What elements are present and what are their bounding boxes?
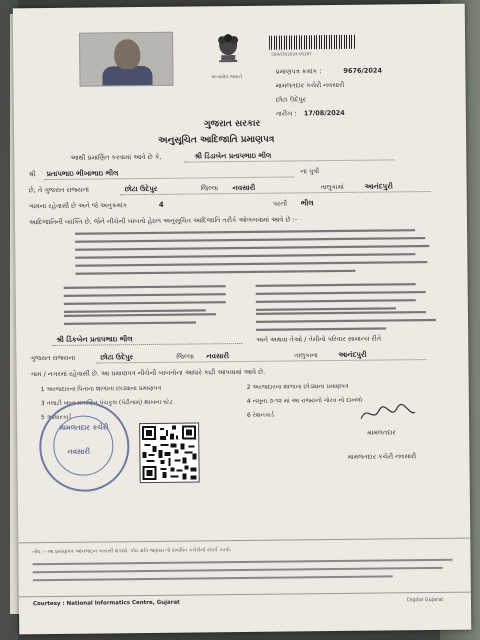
bottom-district-label: જિલ્લા: [176, 352, 194, 361]
legal-references-block: [55, 226, 436, 314]
schedule-text: ગામના રહેવાસી છે અને જે અનુક્રમાંક: [28, 201, 128, 211]
parent-name: પ્રતાપભાઇ ભીખાભાઇ ભીલ: [46, 169, 119, 179]
gov-title: ગુજરાત સરકાર: [203, 118, 261, 130]
seal-text: મામલતદાર કચેરી: [59, 423, 109, 432]
district: નવસારી: [232, 183, 256, 193]
footer-brand: Digital Gujarat: [406, 596, 444, 604]
footer-divider-2: [19, 592, 471, 598]
evidence-item-6: 6 રેશનકાર્ડ: [246, 411, 274, 419]
bottom-taluka: આનંદપુરી: [338, 350, 367, 359]
bottom-village: છોટા ઉદેપુર: [100, 353, 134, 362]
certificate-sheet: [13, 4, 472, 635]
evidence-item-5: 5 આધારકાર્ડ: [40, 413, 72, 422]
taluka: આનંદપુરી: [364, 182, 393, 191]
qr-code: [139, 422, 200, 483]
evidence-item-1: 1 અરજદારના પિતાના શાળાના છાડ્યાના પ્રમાણપત્ર: [40, 384, 162, 394]
bottom-applicant-name: શ્રી ડિંકબેન પ્રતાપભાઇ ભીલ: [56, 335, 133, 344]
tribe: ભીલ: [300, 199, 314, 208]
intro-text: આથી પ્રમાણિત કરવામાં આવે છે કે,: [70, 152, 162, 162]
evidence-item-4: 4 નમૂના ૭-૧૨ માં આ રાજ્યનો ગોરવ નો દાખલો: [246, 396, 363, 405]
seal-text-2: નવસારી: [67, 447, 91, 456]
certificate-no-label: પ્રમાણપત્ર ક્રમાંક :: [275, 67, 322, 76]
evidence-item-3: 3 તલાટી ખાતા પ્રમાણિત પંચકુલ (પેઢીનામ્) શાખના સ્ટેટ: [40, 398, 174, 408]
bottom-district: નવસારી: [206, 352, 230, 361]
issuer-top: મામલતદાર કચેરી નવસારી: [275, 80, 345, 90]
taluka-label: તાલુકામાં: [320, 182, 344, 192]
village: છોટા ઉદેપુર: [124, 184, 158, 194]
footer-fine-print: [33, 556, 453, 588]
legal-text: આદિજાતિની વ્યક્તિ છે, જેને નીચેની બાબતો હેઠળ અનુસૂચિત આદિજાતિ તરીકે ઓળખવામાં આવે છે :-: [28, 215, 298, 227]
signatory-title: મામલતદાર: [367, 428, 396, 437]
bottom-and-text: અને અથવા તેઓ / તેમીનો પરિવાર સામાન્ય રીતે: [256, 334, 382, 344]
barcode-text: SSR/CR/2024-00287: [271, 51, 312, 57]
tribe-label: પરની: [272, 199, 288, 208]
national-emblem-icon: [211, 31, 245, 71]
barcode: [269, 35, 355, 50]
schedule-no: 4: [158, 200, 164, 209]
emblem-caption: સત્યમેવ જયતે: [211, 73, 243, 81]
footer-divider: [18, 538, 470, 544]
date-label: તારીખ :: [275, 109, 297, 118]
signatory-office: મામલતદાર કચેરી નવસારી: [347, 452, 417, 461]
applicant-name: શ્રી ડિંડાબેન પ્રતાપભાઇ ભીલ: [194, 151, 272, 161]
bottom-text: ગામ / નગરમાં રહેવાસી છે. આ પ્રમાણપત્ર નીચેની બાબતોના આધારે કાઢી આપવામાં આવે છે.: [30, 367, 266, 379]
parent-prefix: શ્રી: [28, 170, 36, 179]
village-label: છે, તે ગુજરાત રાજ્યના: [28, 185, 90, 195]
date: 17/08/2024: [303, 108, 345, 118]
footer-note: નોંધ :- આ પ્રમાણપત્ર ઓનલાઇન ચકાસી શકાશે. કોઇ ક્ષતિ જણાય તો સંબંધિત કચેરીનો સંપર્ક કરવો.: [32, 547, 232, 556]
bottom-state: ગુજરાત રાજ્યના: [30, 353, 76, 363]
evidence-item-2: 2 અરજદારના શાળાના છોડ્યાના પ્રમાણપત્ર: [246, 382, 349, 391]
district-label: જિલ્લા: [200, 184, 219, 193]
footer-credit: Courtesy : National Informatics Centre, Gujarat: [32, 599, 180, 608]
legal-references-block-2: [56, 310, 436, 334]
bottom-address-line: [96, 359, 426, 363]
office-seal: [39, 401, 130, 492]
signature: [357, 402, 417, 425]
applicant-photo: [79, 32, 174, 87]
relation: ના પુત્રી: [300, 167, 320, 176]
office-place: છોટા ઉદેપુર: [275, 95, 306, 104]
certificate-no: 9676/2024: [343, 66, 383, 75]
cert-title: અનુસૂચિત આદિજાતિ પ્રમાણપત્ર: [158, 134, 275, 146]
bottom-taluka-label: તાલુકાના: [294, 351, 318, 360]
address-line: [121, 191, 431, 195]
